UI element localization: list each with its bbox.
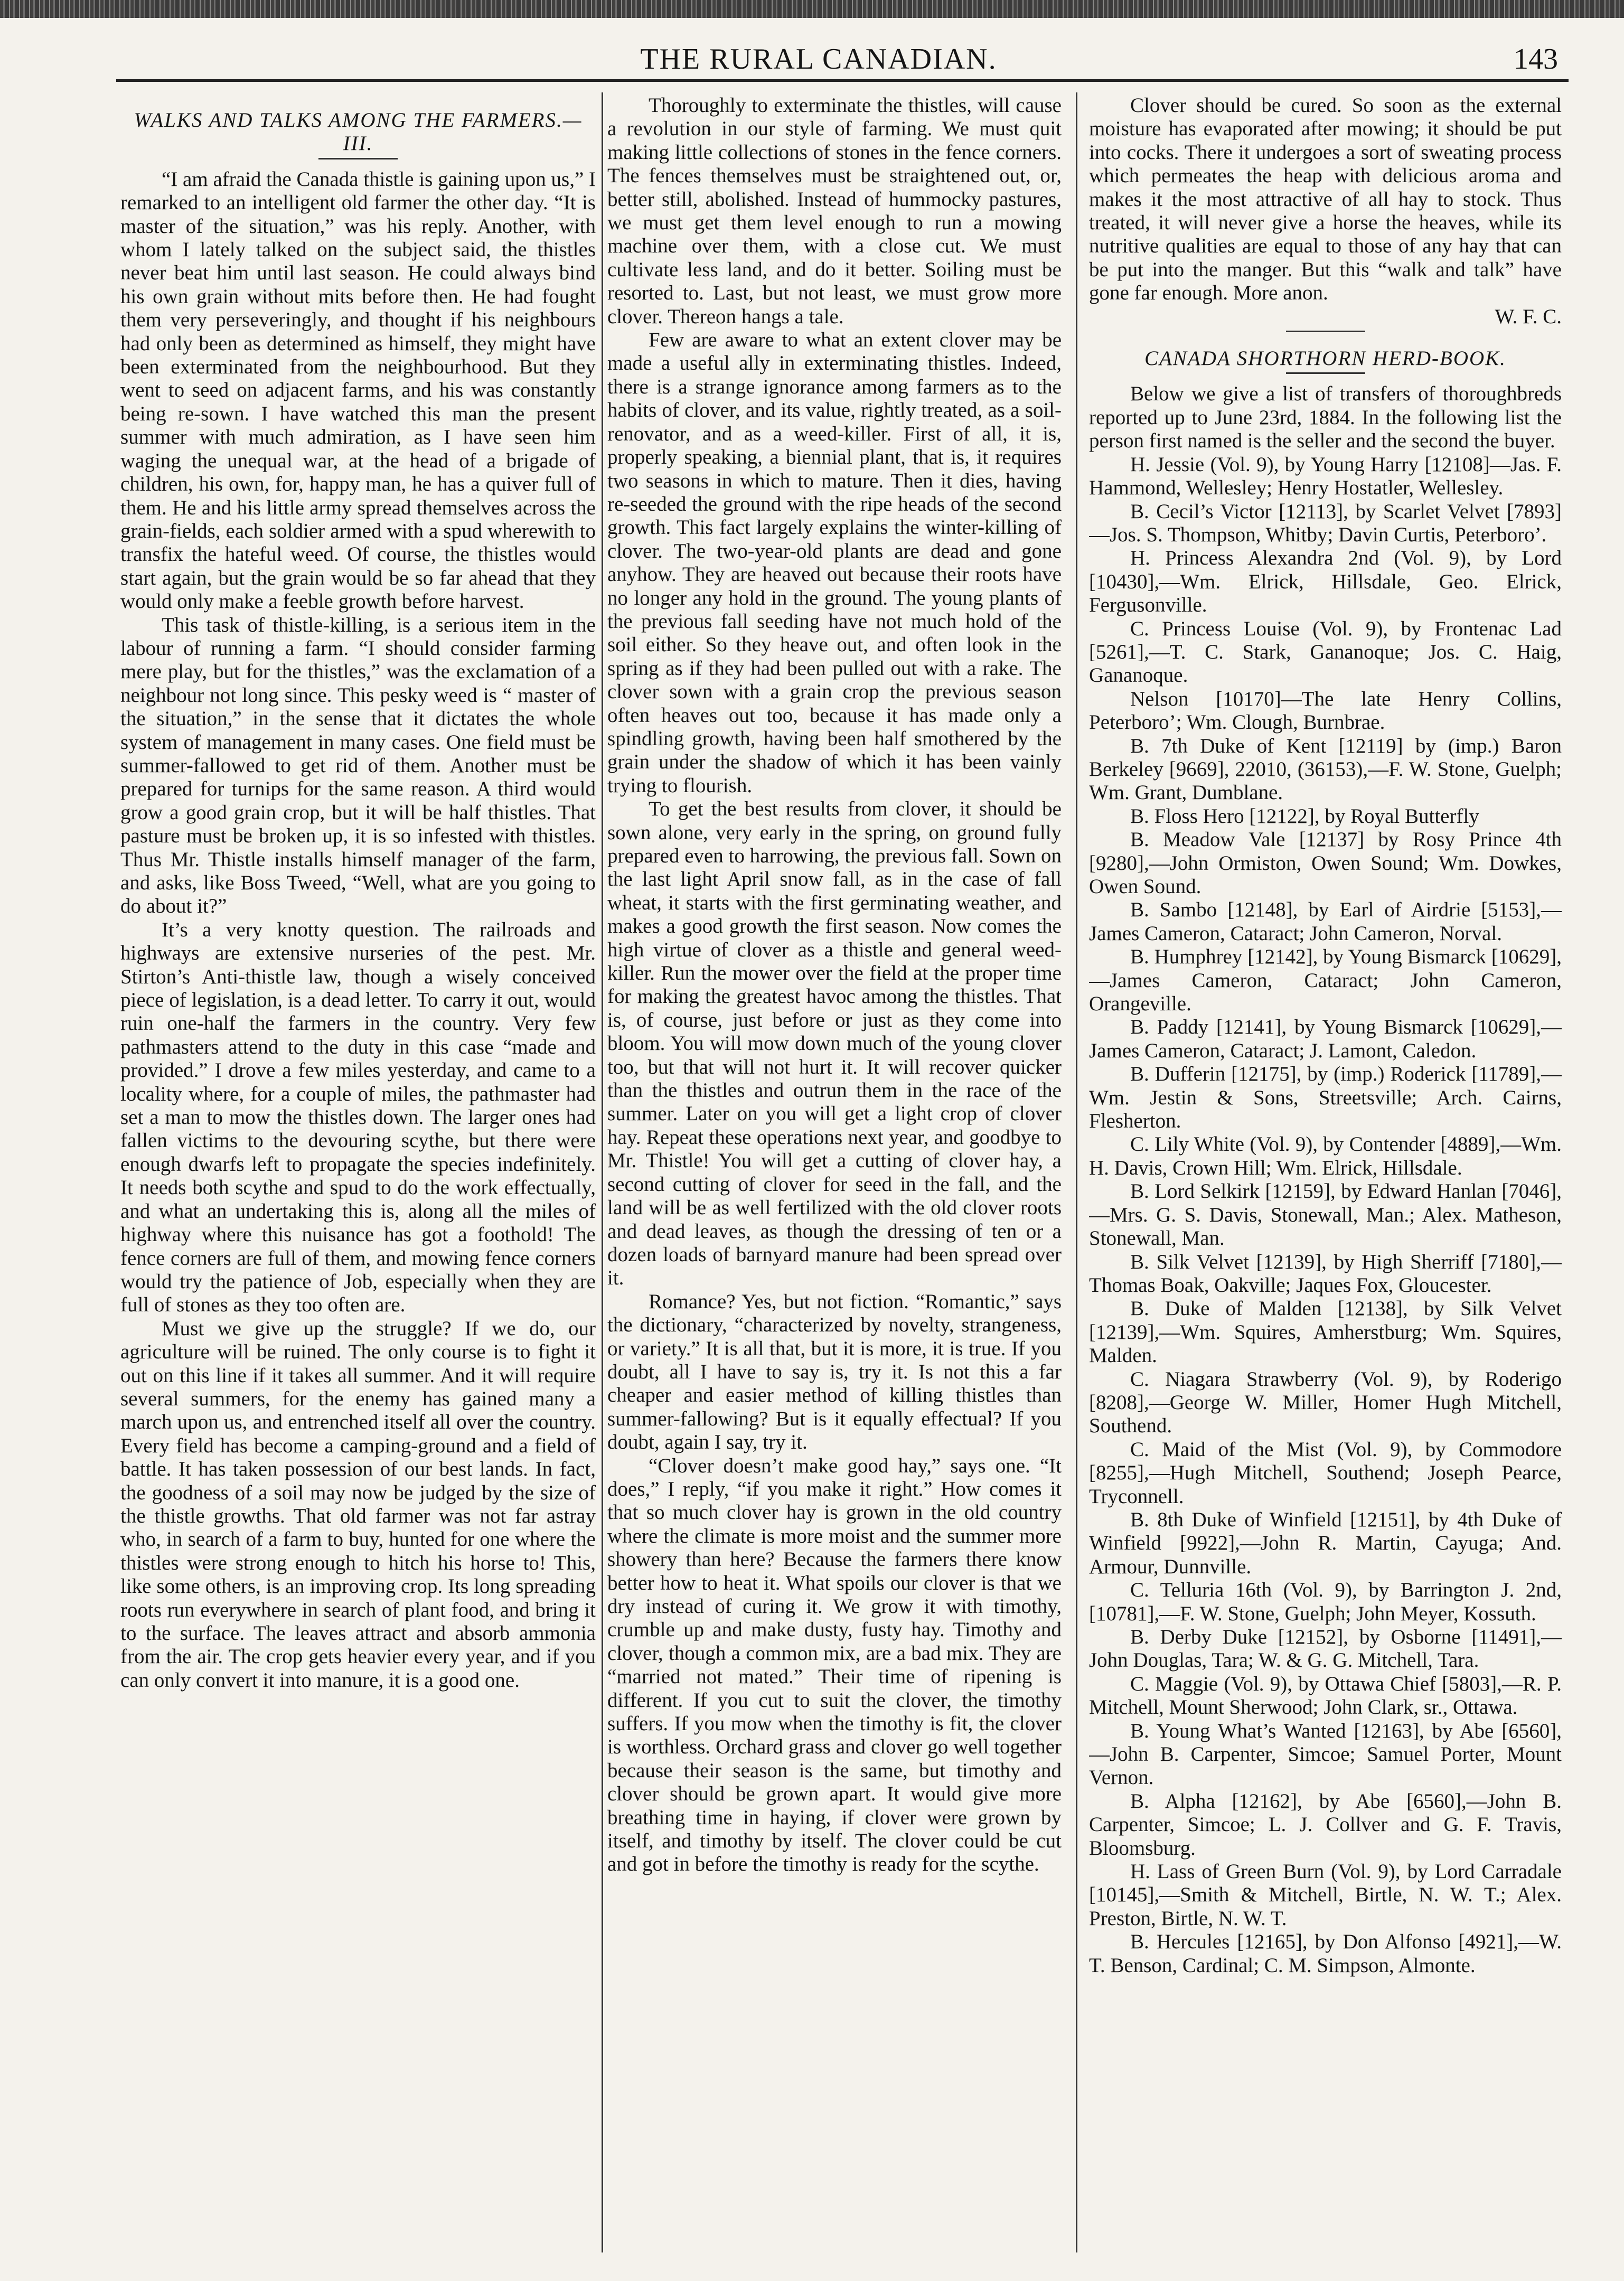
herdbook-heading: CANADA SHORTHORN HERD-BOOK. (1144, 347, 1506, 370)
herdbook-entry: B. Paddy [12141], by Young Bismarck [10629],—James Cameron, Cataract; J. Lamont, Caledon. (1089, 1016, 1562, 1062)
herdbook-entry: B. 8th Duke of Winfield [12151], by 4th Duke of Winfield [9922],—John R. Martin, Cayuga; And. Armour, Dunnville. (1089, 1508, 1562, 1578)
article-paragraph: This task of thistle-killing, is a serious item in the labour of running a farm. “I should consider farming mere play, but for the thistles,” was the exclamation of a neighbour not long since. This pesky weed is “ master of the situation,” in the sense that it dictates the whole system of management in many cases. One field must be summer-fallowed to get rid of them. Another must be prepared for turnips for the same reason. A third would grow a good grain crop, but it will be half thistles. That pasture must be broken up, it is so infested with thistles. Thus Mr. Thistle installs himself manager of the farm, and asks, like Boss Tweed, “Well, what are you going to do about it?” (120, 613, 596, 918)
herdbook-entry: B. Sambo [12148], by Earl of Airdrie [5153],—James Cameron, Cataract; John Cameron, Norval. (1089, 898, 1562, 945)
herdbook-intro: Below we give a list of transfers of thoroughbreds reported up to June 23rd, 1884. In the following list the person first named is the seller and the second the buyer. (1089, 382, 1562, 453)
herdbook-entry: B. Lord Selkirk [12159], by Edward Hanlan [7046],—Mrs. G. S. Davis, Stonewall, Man.; Alex. Matheson, Stonewall, Man. (1089, 1180, 1562, 1250)
herdbook-entry: C. Maggie (Vol. 9), by Ottawa Chief [5803],—R. P. Mitchell, Mount Sherwood; John Clark, sr., Ottawa. (1089, 1672, 1562, 1719)
herdbook-entry: H. Jessie (Vol. 9), by Young Harry [12108]—Jas. F. Hammond, Wellesley; Henry Hostatler, Wellesley. (1089, 453, 1562, 500)
column-divider (602, 92, 603, 2252)
column-2 (607, 94, 1062, 2259)
herdbook-entry: C. Princess Louise (Vol. 9), by Frontenac Lad [5261],—T. C. Stark, Gananoque; Jos. C. Haig, Gananoque. (1089, 617, 1562, 687)
article-paragraph: “Clover doesn’t make good hay,” says one. “It does,” I reply, “if you make it right.” How comes it that so much clover hay is grown in the old country where the climate is more moist and the summer more showery than here? Because the farmers there know better how to heat it. What spoils our clover is that we dry instead of curing it. We grow it with timothy, crumble up and make dusty, fusty hay. Timothy and clover, though a common mix, are a bad mix. They are “married not mated.” Their time of ripening is different. If you cut to suit the clover, the timothy suffers. If you mow when the timothy is fit, the clover is worthless. Orchard grass and clover go well together because their season is the same, but timothy and clover should be grown apart. It would give more breathing time in haying, if clover were grown by itself, and timothy by itself. The clover could be cut and got in before the timothy is ready for the scythe. (607, 1454, 1062, 1876)
article-heading: WALKS AND TALKS AMONG THE FARMERS.—III. (134, 109, 583, 155)
herdbook-entry: H. Lass of Green Burn (Vol. 9), by Lord Carradale [10145],—Smith & Mitchell, Birtle, N. W. T.; Alex. Preston, Birtle, N. W. T. (1089, 1860, 1562, 1930)
heading-rule (1286, 372, 1365, 374)
herdbook-entry: B. Humphrey [12142], by Young Bismarck [10629],—James Cameron, Cataract; John Cameron, Orangeville. (1089, 945, 1562, 1016)
herdbook-entry: B. Derby Duke [12152], by Osborne [11491],—John Douglas, Tara; W. & G. G. Mitchell, Tara. (1089, 1626, 1562, 1672)
article-signature: W. F. C. (1495, 305, 1562, 328)
herdbook-entry: B. Cecil’s Victor [12113], by Scarlet Velvet [7893]—Jos. S. Thompson, Whitby; Davin Curtis, Peterboro’. (1089, 500, 1562, 546)
scan-edge-band (0, 0, 1624, 18)
herdbook-entry: B. Young What’s Wanted [12163], by Abe [6560],—John B. Carpenter, Simcoe; Samuel Porter, Mount Vernon. (1089, 1719, 1562, 1789)
herdbook-entry: B. Floss Hero [12122], by Royal Butterfly (1130, 804, 1479, 828)
herdbook-entry: B. Dufferin [12175], by (imp.) Roderick [11789],—Wm. Jestin & Sons, Streetsville; Arch. Cairns, Flesherton. (1089, 1063, 1562, 1133)
herdbook-entry: B. 7th Duke of Kent [12119] by (imp.) Baron Berkeley [9669], 22010, (36153),—F. W. Stone, Guelph; Wm. Grant, Dumblane. (1089, 734, 1562, 804)
herdbook-entry: C. Telluria 16th (Vol. 9), by Barrington J. 2nd, [10781],—F. W. Stone, Guelph; John Meyer, Kossuth. (1089, 1579, 1562, 1625)
page-number: 143 (1514, 43, 1558, 76)
herdbook-entry: Nelson [10170]—The late Henry Collins, Peterboro’; Wm. Clough, Burnbrae. (1089, 687, 1562, 734)
article-paragraph: It’s a very knotty question. The railroads and highways are extensive nurseries of the pest. Mr. Stirton’s Anti-thistle law, though a wisely conceived piece of legislation, is a dead letter. To carry it out, would ruin one-half the farmers in the country. Very few pathmasters attend to the duty in this case “made and provided.” I drove a few miles yesterday, and came to a locality where, for a couple of miles, the pathmaster had set a man to mow the thistles down. The larger ones had fallen victims to the devouring scythe, but there were enough dwarfs left to propagate the species indefinitely. It needs both scythe and spud to do the work effectually, and what an undertaking this is, along all the miles of highway where this nuisance has got a foothold! The fence corners are full of them, and mowing fence corners would try the patience of Job, especially when they are full of stones as they too often are. (120, 918, 596, 1317)
herdbook-entry: B. Hercules [12165], by Don Alfonso [4921],—W. T. Benson, Cardinal; C. M. Simpson, Almonte. (1089, 1930, 1562, 1977)
article-paragraph: Must we give up the struggle? If we do, our agriculture will be ruined. The only course is to fight it out on this line if it takes all summer. And it will require several summers, for the enemy has gained many a march upon us, and entrenched itself all over the country. Every field has become a camping-ground and a field of battle. It has taken possession of our best lands. In fact, the goodness of a soil may now be judged by the size of the thistle growths. That old farmer was not far astray who, in search of a farm to buy, hunted for one where the thistles were strong enough to hitch his horse to! This, like some others, is an improving crop. Its long spreading roots run everywhere in search of plant food, and bring it to the surface. The leaves attract and absorb ammonia from the air. The crop gets heavier every year, and if you can only convert it into manure, it is a good one. (120, 1317, 596, 1692)
herdbook-entry: B. Duke of Malden [12138], by Silk Velvet [12139],—Wm. Squires, Amherstburg; Wm. Squires, Malden. (1089, 1297, 1562, 1367)
herdbook-entry: C. Lily White (Vol. 9), by Contender [4889],—Wm. H. Davis, Crown Hill; Wm. Elrick, Hillsdale. (1089, 1133, 1562, 1179)
article-paragraph: “I am afraid the Canada thistle is gaining upon us,” I remarked to an intelligent old farmer the other day. “It is master of the situation,” was his reply. Another, with whom I lately talked on the subject said, the thistles never beat him until last season. He could always bind his own grain without mits before then. He had fought them very perseveringly, and thought if his neighbours had only been as determined as himself, they might have been exterminated from the neighbourhood. But they went to seed on adjacent farms, and his was constantly being re-sown. I have watched this man the present summer with much admiration, as I have seen him waging the unequal war, at the head of a brigade of children, his own, for, happy man, he has a quiver full of them. He and his little army spread themselves across the grain-fields, each soldier armed with a spud wherewith to transfix the hateful weed. Of course, the thistles would start again, but the grain would be so far ahead that they would only make a feeble growth before harvest. (120, 167, 596, 613)
herdbook-entry: H. Princess Alexandra 2nd (Vol. 9), by Lord [10430],—Wm. Elrick, Hillsdale, Geo. Elrick, Fergusonville. (1089, 547, 1562, 617)
herdbook-entry: C. Niagara Strawberry (Vol. 9), by Roderigo [8208],—George W. Miller, Homer Hugh Mitchell, Southend. (1089, 1367, 1562, 1438)
article-paragraph: Romance? Yes, but not fiction. “Romantic,” says the dictionary, “characterized by novelty, strangeness, or variety.” It is all that, but it is more, it is true. If you doubt, all I have to say is, try it. Is not this a far cheaper and easier method of killing thistles than summer-fallowing? But is it equally effectual? If you doubt, again I say, try it. (607, 1290, 1062, 1454)
heading-rule (318, 158, 398, 159)
column-1 (120, 94, 596, 2259)
column-3 (1089, 94, 1562, 2259)
article-paragraph: Few are aware to what an extent clover may be made a useful ally in exterminating thistles. Indeed, there is a strange ignorance among farmers as to the habits of clover, and its value, rightly treated, as a soil-renovator, and as a weed-killer. First of all, it is, properly speaking, a biennial plant, that is, it requires two seasons in which to mature. Then it dies, having re-seeded the ground with the ripe heads of the second growth. This fact largely explains the winter-killing of clover. The two-year-old plants are dead and gone anyhow. They are heaved out because their roots have no longer any hold in the ground. The young plants of the previous fall seeding have not much hold of the soil either. So they heave out, and often look in the spring as if they had been pulled out with a rake. The clover sown with a grain crop the previous season often heaves out too, because it has made only a spindling growth, having been half smothered by the grain under the shadow of which it has been vainly trying to flourish. (607, 328, 1062, 797)
herdbook-entries (1089, 453, 1562, 1977)
article-paragraph: Thoroughly to exterminate the thistles, will cause a revolution in our style of farming. We must quit making little collections of stones in the fence corners. The fences themselves must be straightened out, or, better still, abolished. Instead of hummocky pastures, we must get them level enough to run a mowing machine over them, with a close cut. We must cultivate less land, and do it better. Soiling must be resorted to. Last, but not least, we must grow more clover. Thereon hangs a tale. (607, 94, 1062, 328)
herdbook-entry: B. Meadow Vale [12137] by Rosy Prince 4th [9280],—John Ormiston, Owen Sound; Wm. Dowkes, Owen Sound. (1089, 828, 1562, 898)
section-rule (1286, 331, 1365, 332)
article-paragraph: To get the best results from clover, it should be sown alone, very early in the spring, on ground fully prepared even to harrowing, the previous fall. Sown on the last light April snow fall, as in the case of fall wheat, it starts with the first germinating weather, and makes a good growth the first season. Now comes the high virtue of clover as a thistle and general weed-killer. Run the mower over the field at the proper time for making the greatest havoc among the thistles. That is, of course, just before or just as they come into bloom. You will mow down much of the young clover too, but that will not hurt it. It will recover quicker than the thistles and outrun them in the race of the summer. Later on you will get a light crop of clover hay. Repeat these operations next year, and goodbye to Mr. Thistle! You will get a cutting of clover hay, a second cutting of clover for seed in the fall, and the land will be as well fertilized with the old clover roots and dead leaves, as though the dressing of ten or a dozen loads of barnyard manure had been spread over it. (607, 797, 1062, 1290)
header-rule (116, 79, 1569, 82)
herdbook-entry: B. Silk Velvet [12139], by High Sherriff [7180],—Thomas Boak, Oakville; Jaques Fox, Gloucester. (1089, 1250, 1562, 1297)
column-divider (1076, 92, 1077, 2252)
page-title: THE RURAL CANADIAN. (640, 43, 997, 76)
herdbook-entry: C. Maid of the Mist (Vol. 9), by Commodore [8255],—Hugh Mitchell, Southend; Joseph Pearce, Tryconnell. (1089, 1438, 1562, 1508)
article-paragraph: Clover should be cured. So soon as the external moisture has evaporated after mowing; it should be put into cocks. There it undergoes a sort of sweating process which permeates the heap with delicious aroma and makes it the most attractive of all hay to stock. Thus treated, it will never give a horse the heaves, while its nutritive qualities are equal to those of any hay that can be put into the manger. But this “walk and talk” have gone far enough. More anon. (1089, 94, 1562, 305)
herdbook-entry: B. Alpha [12162], by Abe [6560],—John B. Carpenter, Simcoe; L. J. Collver and G. F. Travis, Bloomsburg. (1089, 1789, 1562, 1860)
